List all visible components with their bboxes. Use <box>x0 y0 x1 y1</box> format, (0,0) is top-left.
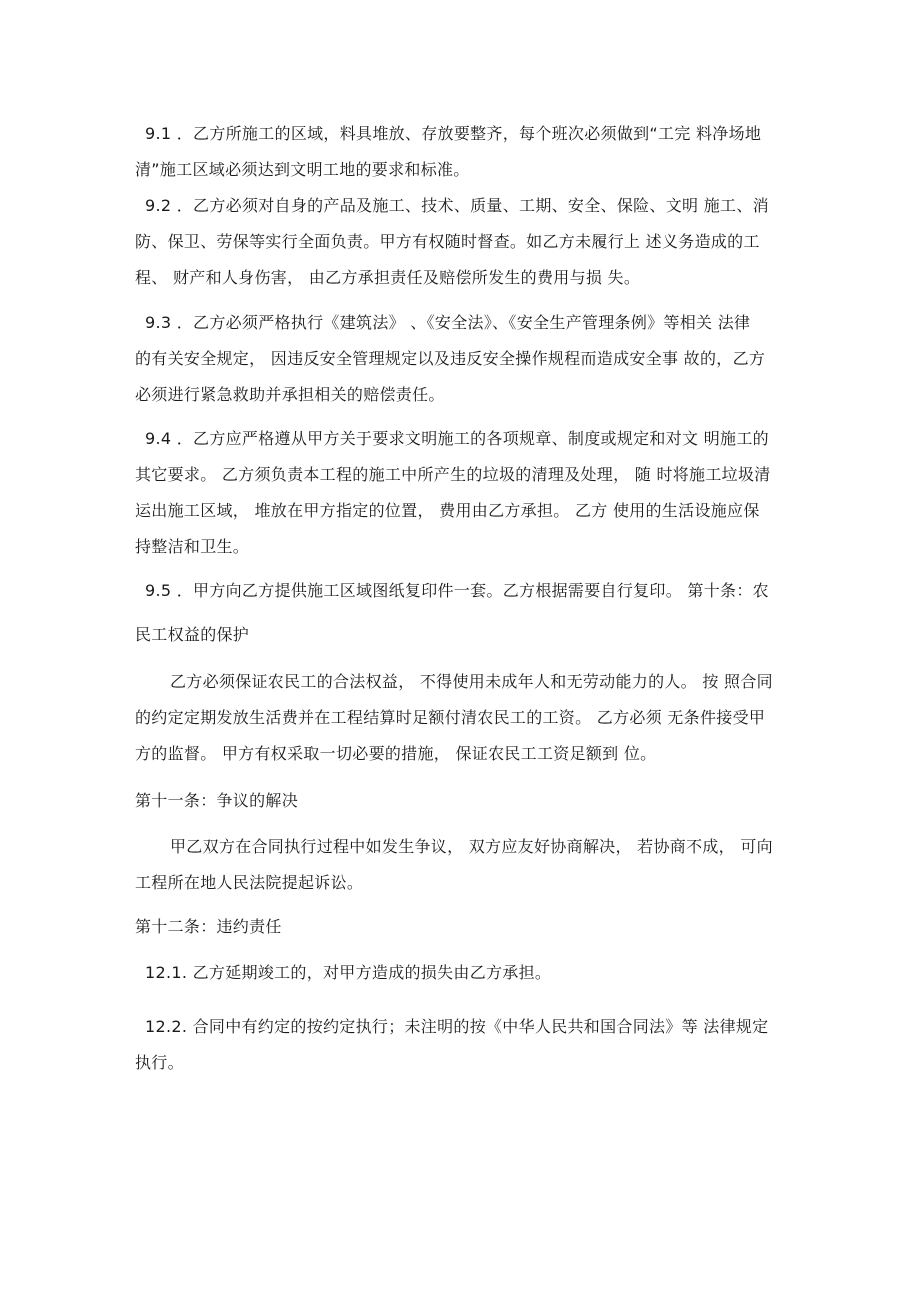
text-line: 运出施工区域， 堆放在甲方指定的位置， 费用由乙方承担。 乙方 使用的生活设施应保 <box>135 501 760 520</box>
section-heading: 第十一条：争议的解决 <box>135 791 299 810</box>
article-11-title <box>135 783 785 819</box>
text-line: 的约定定期发放生活费并在工程结算时足额付清农民工的工资。 乙方必须 无条件接受甲 <box>135 708 766 727</box>
text-line: 必须进行紧急救助并承担相关的赔偿责任。 <box>135 385 445 404</box>
clause-9-2 <box>135 188 785 296</box>
text-line: 工程所在地人民法院提起诉讼。 <box>135 873 364 892</box>
text-line: 9.3 ．乙方必须严格执行《建筑法》 、《安全法》、《安全生产管理条例》等相关 法律 <box>145 313 751 332</box>
article-12-title <box>135 909 785 945</box>
text-line: 甲乙双方在合同执行过程中如发生争议， 双方应友好协商解决， 若协商不成， 可向 <box>170 837 773 856</box>
text-line: 乙方必须保证农民工的合法权益， 不得使用未成年人和无劳动能力的人。 按 照合同 <box>170 672 773 691</box>
text-line: 其它要求。 乙方须负责本工程的施工中所产生的垃圾的清理及处理， 随 时将施工垃圾清 <box>135 465 771 484</box>
text-line: 执行。 <box>135 1053 184 1072</box>
clause-9-1 <box>135 116 785 188</box>
text-line: 9.2 ．乙方必须对自身的产品及施工、技术、质量、工期、安全、保险、文明 施工、消 <box>145 196 769 215</box>
text-line: 民工权益的保护 <box>135 625 250 644</box>
clause-9-4 <box>135 421 785 565</box>
text-line: 9.1 ．乙方所施工的区域，料具堆放、存放要整齐，每个班次必须做到“工完 料净场地 <box>145 124 762 143</box>
text-line: 9.4 ．乙方应严格遵从甲方关于要求文明施工的各项规章、制度或规定和对文 明施工的 <box>145 429 769 448</box>
text-line: 的有关安全规定， 因违反安全管理规定以及违反安全操作规程而造成安全事 故的，乙方 <box>135 349 766 368</box>
text-line: 9.5 ．甲方向乙方提供施工区域图纸复印件一套。乙方根据需要自行复印。 第十条：农 <box>145 581 769 600</box>
article-10-body <box>135 664 785 772</box>
text-line: 防、保卫、劳保等实行全面负责。甲方有权随时督查。如乙方未履行上 述义务造成的工 <box>135 232 760 251</box>
text-line: 程、 财产和人身伤害， 由乙方承担责任及赔偿所发生的费用与损 失。 <box>135 268 641 287</box>
text-line: 12.1. 乙方延期竣工的，对甲方造成的损失由乙方承担。 <box>145 963 552 982</box>
section-heading: 第十二条：违约责任 <box>135 917 282 936</box>
clause-12-2 <box>135 1009 785 1081</box>
text-line: 清”施工区域必须达到文明工地的要求和标准。 <box>135 160 470 179</box>
clause-9-5 <box>135 573 785 653</box>
clause-9-3 <box>135 305 785 413</box>
article-11-body <box>135 829 785 901</box>
clause-12-1 <box>135 955 785 991</box>
text-line: 方的监督。 甲方有权采取一切必要的措施， 保证农民工工资足额到 位。 <box>135 744 657 763</box>
text-line: 持整洁和卫生。 <box>135 537 250 556</box>
text-line: 12.2. 合同中有约定的按约定执行；未注明的按《中华人民共和国合同法》等 法律规定 <box>145 1017 769 1036</box>
